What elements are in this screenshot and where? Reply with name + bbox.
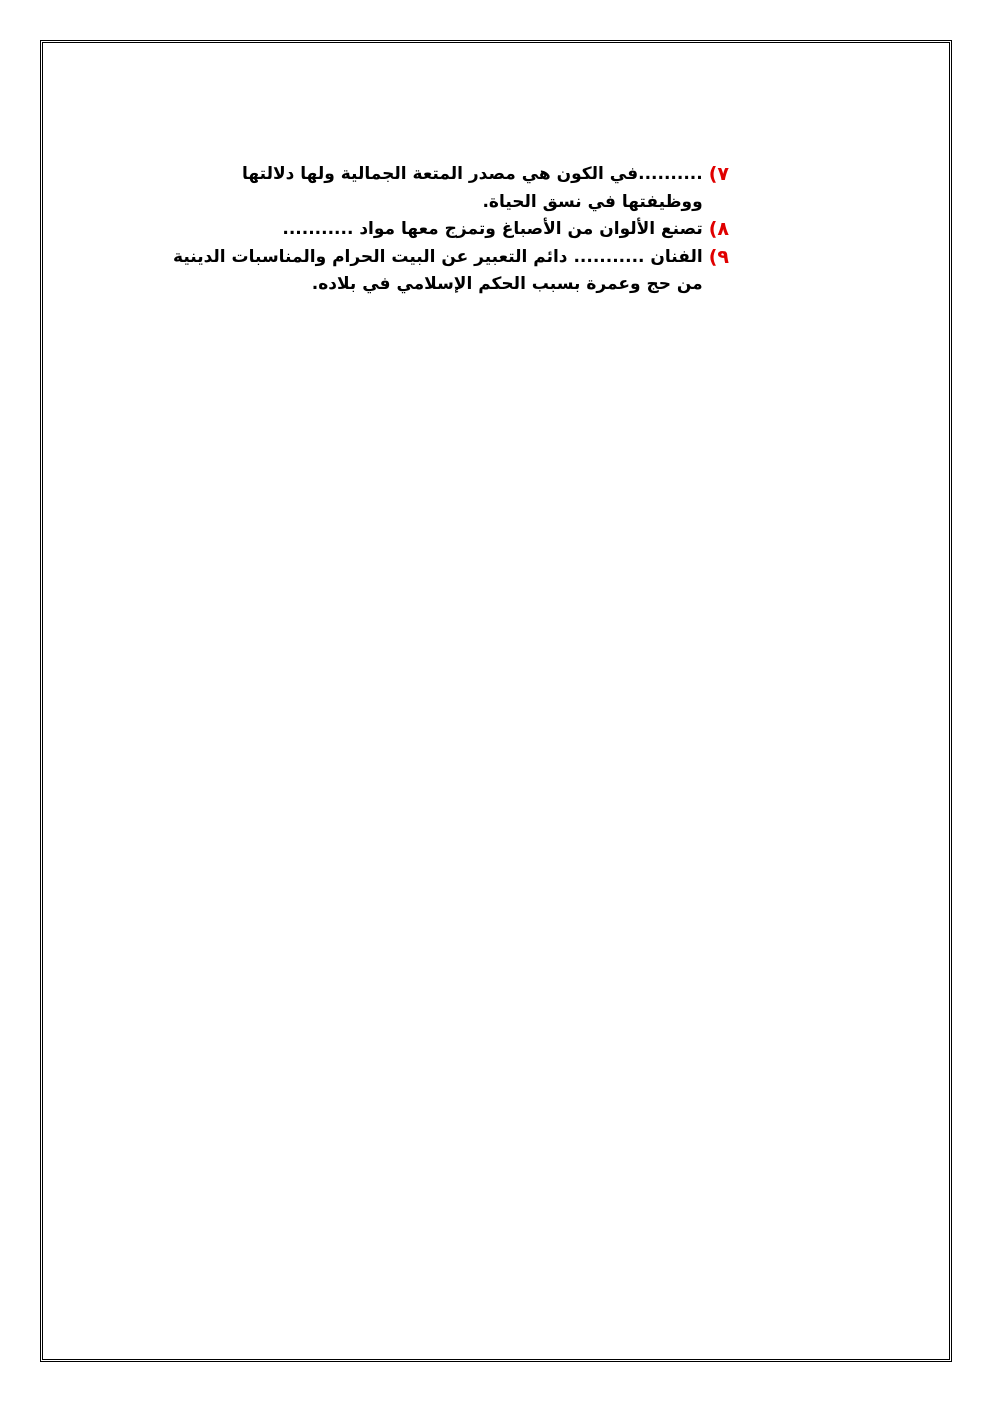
question-text: تصنع الألوان من الأصباغ وتمزج معها مواد ........... — [282, 219, 703, 240]
question-number: ٧) — [708, 163, 729, 185]
question-item-9 — [159, 244, 729, 299]
question-text: ..........في الكون هي مصدر المتعة الجمالية ولها دلالتها ووظيفتها في نسق الحياة. — [242, 164, 703, 212]
question-item-8 — [159, 216, 729, 244]
question-list — [159, 161, 729, 299]
question-number: ٩) — [708, 245, 729, 268]
question-text: الفنان ........... دائم التعبير عن البيت الحرام والمناسبات الدينية من حج وعمرة بسبب الحكم الإسلامي في بلاده. — [173, 246, 703, 295]
page-border — [40, 40, 952, 1362]
question-number: ٨) — [708, 218, 729, 241]
question-item-7 — [159, 161, 729, 216]
